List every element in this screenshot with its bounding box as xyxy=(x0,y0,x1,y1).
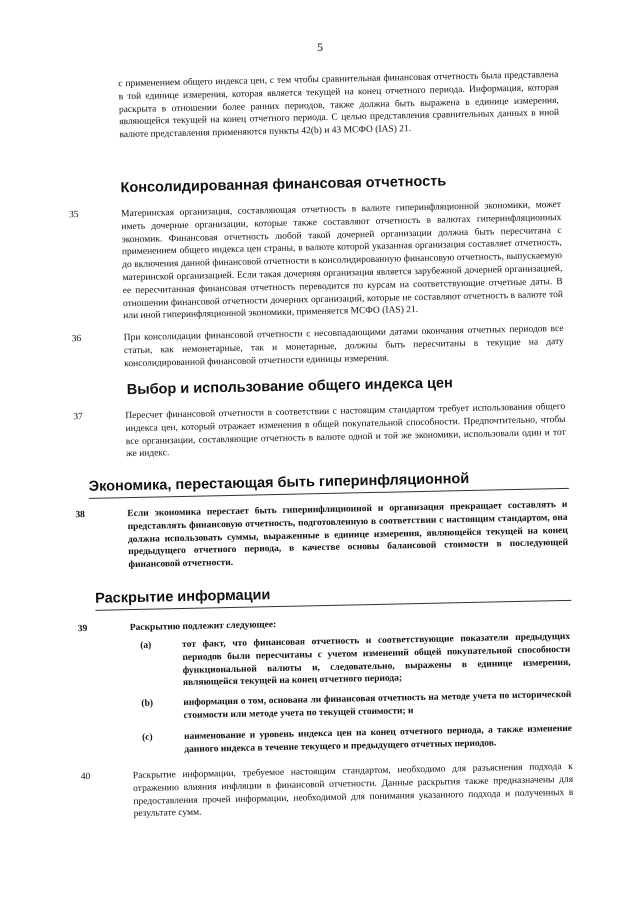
paragraph-number: 35 xyxy=(69,210,79,221)
paragraph-39 xyxy=(12,611,640,635)
heading-consolidated: Консолидированная финансовая отчетность xyxy=(120,173,447,197)
list-item-c xyxy=(14,721,640,755)
paragraph-text: Если экономика перестает быть гиперинфляционной и организация прекращает составлять и представлять финансовую отчетность, подготовленную в соответствии с настоящим стандартом, она должна использовать суммы, выраженные в единице измерения, являющейся текущей на конец предыдущего отчетного периода, в качестве основы балансовой стоимости в последующей финансовой отчетности. xyxy=(127,499,569,571)
list-item-b xyxy=(13,687,640,721)
paragraph-number: 40 xyxy=(80,771,91,783)
paragraph-35 xyxy=(3,197,640,322)
list-item-letter: (b) xyxy=(141,698,154,709)
paragraph-37 xyxy=(7,399,640,460)
list-item-a xyxy=(12,629,640,689)
paragraph-text: Материнская организация, составляющая отчетность в валюте гиперинфляционной экономики, может иметь дочерние организации, которые также составляют отчетность в валютах гиперинфляционных экономик. Финансовая отчетность любой такой дочерней организации должна быть пересчитана с применением общего индекса цен страны, в валюте которой указанная организация составляет отчетность, до включения данной финансовой отчетности в консолидированную финансовую отчетность, выпускаемую материнской организацией. Если такая дочерняя организация является зарубежной дочерней организацией, ее пересчитанная финансовая отчетность переводится по курсам на соответствующие отчетные даты. В отношении финансовой отчетности дочерних организаций, которые не составляют отчетность в валюте той или иной гиперинфляционной экономики, применяется МСФО (IAS) 21. xyxy=(120,199,563,322)
paragraph-text: При консолидации финансовой отчетности с несовпадающими датами окончания отчетных периодов все статьи, как немонетарные, так и монетарные, должны быть пересчитаны в текущие на дату консолидированной финансовой отчетности единицы измерения. xyxy=(123,323,564,369)
paragraph-36 xyxy=(6,321,640,369)
list-item-letter: (c) xyxy=(141,732,153,743)
paragraph-text: Раскрытие информации, требуемое настоящим стандартом, необходимо для разъяснения подхода к отражению влияния инфляции в финансовой отчетности. Данные раскрытия также предназначены для предоставления прочей информации, необходимой для понимания указанного подхода и полученных в результате сумм. xyxy=(132,761,574,820)
paragraph-number: 39 xyxy=(77,623,88,635)
list-item-text: тот факт, что финансовая отчетность и соответствующие показатели предыдущих периодов были пересчитаны с учетом изменений общей покупательной способности функциональной валюты и, следовательно, выражены в единице измерения, являющейся текущей на конец отчетного периода; xyxy=(182,631,571,689)
paragraph-number: 37 xyxy=(73,412,83,423)
intro-paragraph: с применением общего индекса цен, с тем чтобы сравнительная финансовая отчетность была представлена в той единице измерения, которая является текущей на конец отчетного периода. Информация, которая раскрыта в отношении более ранних периодов, также должна быть выражена в единице измерения, являющейся текущей на конец отчетного периода. С целью представления сравнительных данных в иной валюте представления применяются пункты 42(b) и 43 МСФО (IAS) 21. xyxy=(118,70,560,141)
list-item-letter: (a) xyxy=(140,640,152,651)
paragraph-40 xyxy=(15,759,640,820)
paragraph-text: Пересчет финансовой отчетности в соответствии с настоящим стандартом требует использования общего индекса цен, который отражает изменения в общей покупательной способности. Предпочтительно, чтобы все организации, составляющие отчетность в валюте одной и той же экономики, использовали один и тот же индекс. xyxy=(125,401,566,460)
paragraph-number: 36 xyxy=(71,334,82,345)
paragraph-number: 38 xyxy=(75,510,85,521)
heading-ceasing-hyperinflation: Экономика, перестающая быть гиперинфляционной xyxy=(88,470,470,495)
heading-index-choice: Выбор и использование общего индекса цен xyxy=(126,375,453,399)
heading-disclosure: Раскрытие информации xyxy=(94,587,271,607)
document-body xyxy=(0,57,640,890)
list-item-text: наименование и уровень индекса цен на конец отчетного периода, а также изменение данного индекса в течение текущего и предыдущего отчетных периодов. xyxy=(183,723,573,755)
list-item-text: информация о том, основана ли финансовая отчетность на методе учета по исторической стоимости или методе учета по текущей стоимости; и xyxy=(183,689,572,721)
page-number: 5 xyxy=(317,40,323,54)
paragraph-38 xyxy=(9,497,640,571)
paragraph-lead: Раскрытию подлежит следующее: xyxy=(129,620,277,634)
